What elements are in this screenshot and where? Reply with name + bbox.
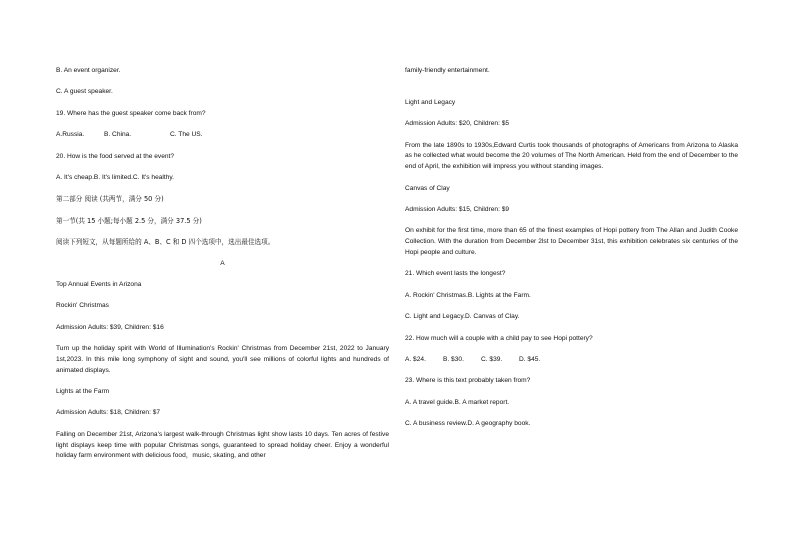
q23-stem: 23. Where is this text probably taken from? (405, 377, 531, 385)
passage-letter: A (220, 259, 225, 267)
q19-option-b: B. China. (104, 131, 132, 139)
q22-option-c: C. $39. (481, 355, 503, 363)
q20-options (56, 173, 389, 184)
left-column (56, 66, 389, 473)
q23-options-cd (405, 419, 738, 430)
q23-option-b: B. A market report. (454, 398, 510, 406)
event4-name: Canvas of Clay (405, 184, 450, 192)
event4-description: On exhibit for the first time, more than 65 of the finest examples of Hopi pottery from The Allan and Judith Cooke Collection. With the duration from December 2lst to December 31st, this exhibition celebrates six centuries of the Hopi people and culture. (405, 227, 738, 256)
q21-options-cd (405, 312, 738, 323)
q21-option-c: C. Light and Legacy. (405, 313, 465, 321)
q22-option-d: D. $45. (519, 355, 541, 363)
event3-name: Light and Legacy (405, 98, 456, 106)
event3-description: From the late 1890s to 1930s,Edward Curtis took thousands of photographs of Americans from Arizona to Alaska as he collected what would become the 20 volumes of The North American. Held from the end of December to the end of April, the exhibition will impress you without standing images. (405, 141, 738, 171)
section1-heading: 第一节(共 15 小题;每小题 2.5 分，满分 37.5 分) (56, 216, 202, 225)
q19-options (56, 130, 389, 141)
event1-name: Rockin' Christmas (56, 302, 109, 310)
q21-stem: 21. Which event lasts the longest? (405, 270, 506, 278)
q20-option-c: C. It's healthy. (132, 173, 175, 181)
part2-heading: 第二部分 阅读 (共两节，满分 50 分) (56, 195, 164, 204)
event2-name: Lights at the Farm (56, 388, 110, 396)
q21-option-b: B. Lights at the Farm. (467, 291, 531, 299)
q21-option-d: D. Canvas of Clay. (465, 313, 520, 321)
event3-admission: Admission Adults: $20, Children: $5 (405, 120, 510, 128)
event2-admission: Admission Adults: $18, Children: $7 (56, 409, 161, 417)
q20-option-a: A. It's cheap. (56, 173, 94, 181)
event2-description: Falling on December 21st, Arizona's largest walk-through Christmas light show lasts 10 days. Ten acres of festive light displays keep time with popular Christmas songs, guaranteed to spread holiday cheer. Enjoy a wonderful holiday farm environment with delicious food，music, skating, and other (56, 430, 389, 460)
q21-options-ab (405, 291, 738, 302)
right-column (405, 66, 738, 440)
event1-admission: Admission Adults: $39, Children: $16 (56, 323, 164, 331)
q20-stem: 20. How is the food served at the event? (56, 152, 175, 160)
event2-description-continued: family-friendly entertainment. (405, 67, 490, 74)
event4-admission: Admission Adults: $15, Children: $9 (405, 205, 510, 213)
q20-option-b: B. It's limited. (93, 173, 133, 181)
q23-option-d: D. A geography book. (467, 420, 531, 428)
passage-title: Top Annual Events in Arizona (56, 280, 142, 288)
q23-option-a: A. A travel guide. (405, 398, 455, 406)
q19-option-c: C. The US. (170, 131, 203, 139)
reading-instruction: 阅读下列短文，从每题所给的 A、B、C 和 D 四个选项中，选出最佳选项。 (56, 238, 275, 247)
event1-description: Turn up the holiday spirit with World of Illumination's Rockin' Christmas from December 21st, 2022 to January 1st,2023. In this mile long symphony of sight and sound, you'll see millions of colorful lights and hundreds of animated displays. (56, 345, 389, 374)
q23-options-ab (405, 398, 738, 409)
q22-options (405, 355, 738, 366)
q23-option-c: C. A business review. (405, 420, 468, 428)
q22-stem: 22. How much will a couple with a child pay to see Hopi pottery? (405, 334, 593, 342)
q19-option-a: A.Russia. (56, 131, 85, 139)
q18-option-b: B. An event organizer. (56, 67, 121, 74)
q22-option-a: A. $24. (405, 355, 426, 363)
q22-option-b: B. $30. (443, 355, 464, 363)
q19-stem: 19. Where has the guest speaker come back from? (56, 109, 206, 117)
q18-option-c: C. A guest speaker. (56, 88, 113, 96)
q21-option-a: A. Rockin' Christmas. (405, 291, 468, 299)
